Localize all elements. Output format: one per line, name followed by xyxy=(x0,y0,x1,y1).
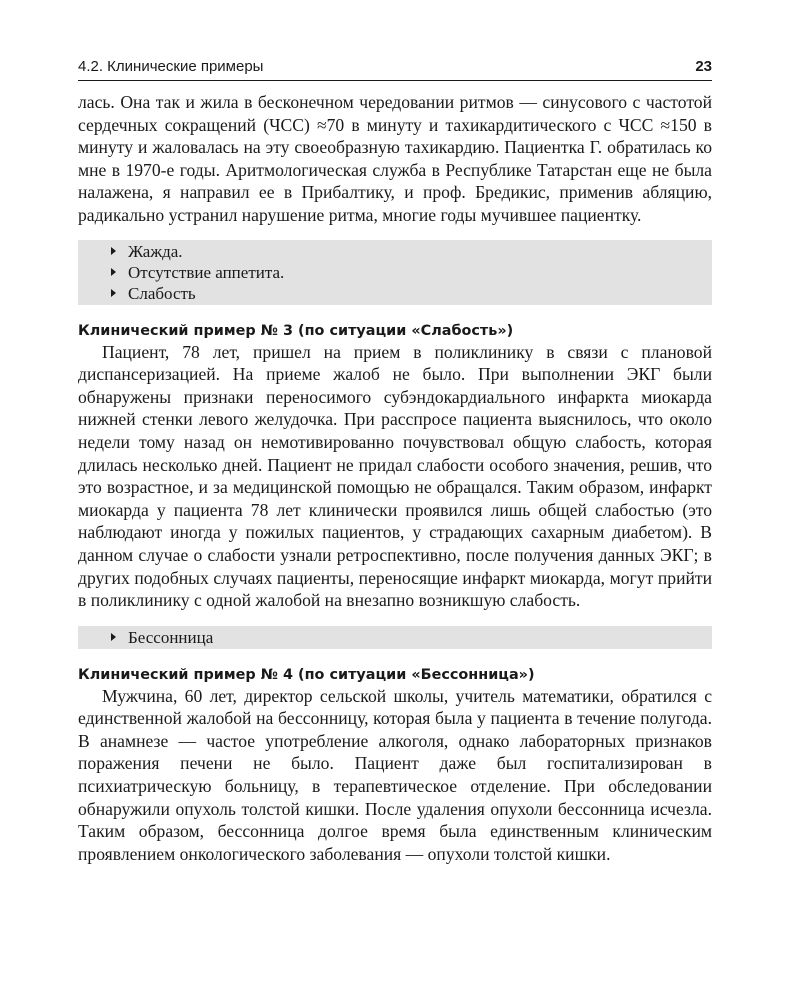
book-page xyxy=(78,58,712,865)
symptom-item xyxy=(78,262,712,283)
symptom-label: Бессонница xyxy=(128,627,214,647)
triangle-bullet-icon xyxy=(111,289,116,297)
symptom-list xyxy=(78,241,712,304)
page-number: 23 xyxy=(695,58,712,75)
triangle-bullet-icon xyxy=(111,633,116,641)
example-4-paragraph: Мужчина, 60 лет, директор сельской школы, учитель математики, обратился с единственной жалобой на бессонницу, которая была у пациента в течение полугода. В анамнезе — частое употребление алкоголя, однако лабораторных признаков поражения печени не было. Пациент даже был госпитализирован в психиатрическую больницу, в терапевтическое отделение. При обследовании обнаружили опухоль толстой кишки. После удаления опухоли бессонница исчезла. Таким образом, бессонница долгое время была единственным клиническим проявлением онкологического заболевания — опухоли толстой кишки. xyxy=(78,685,712,864)
section-title: 4.2. Клинические примеры xyxy=(78,58,264,75)
symptom-box xyxy=(78,240,712,305)
example-3-heading: Клинический пример № 3 (по ситуации «Слабость») xyxy=(78,322,514,339)
triangle-bullet-icon xyxy=(111,247,116,255)
symptom-item xyxy=(78,627,712,648)
running-header xyxy=(78,58,712,81)
example-4-heading: Клинический пример № 4 (по ситуации «Бессонница») xyxy=(78,666,535,683)
example-3-paragraph: Пациент, 78 лет, пришел на прием в поликлинику в связи с плановой диспансеризацией. На приеме жалоб не было. При выполнении ЭКГ были обнаружены признаки переносимого субэндокардиального инфаркта миокарда нижней стенки левого желудочка. При расспросе пациента выяснилось, что около недели тому назад он немотивированно почувствовал общую слабость, которая длилась несколько дней. Пациент не придал слабости особого значения, решив, что это возрастное, и за медицинской помощью не обращался. Таким образом, инфаркт миокарда у пациента 78 лет клинически проявился лишь общей слабостью (это наблюдают иногда у пожилых пациентов, у страдающих сахарным диабетом). В данном случае о слабости узнали ретроспективно, после получения данных ЭКГ; в других подобных случаях пациенты, переносящие инфаркт миокарда, могут прийти в поликлинику с одной жалобой на внезапно возникшую слабость. xyxy=(78,341,712,611)
continued-paragraph: лась. Она так и жила в бесконечном чередовании ритмов — синусового с частотой сердечных сокращений (ЧСС) ≈70 в минуту и тахикардитического с ЧСС ≈150 в минуту и жаловалась на эту своеобразную тахикардию. Пациентка Г. обратилась ко мне в 1970-е годы. Аритмологическая служба в Республике Татарстан еще не была налажена, я направил ее в Прибалтику, и проф. Бредикис, применив абляцию, радикально устранил нарушение ритма, многие годы мучившее пациентку. xyxy=(78,92,712,225)
symptom-label: Жажда. xyxy=(128,241,183,261)
symptom-label: Слабость xyxy=(128,283,196,303)
symptom-list xyxy=(78,627,712,648)
triangle-bullet-icon xyxy=(111,268,116,276)
symptom-label: Отсутствие аппетита. xyxy=(128,262,285,282)
symptom-box xyxy=(78,626,712,649)
symptom-item xyxy=(78,283,712,304)
symptom-item xyxy=(78,241,712,262)
